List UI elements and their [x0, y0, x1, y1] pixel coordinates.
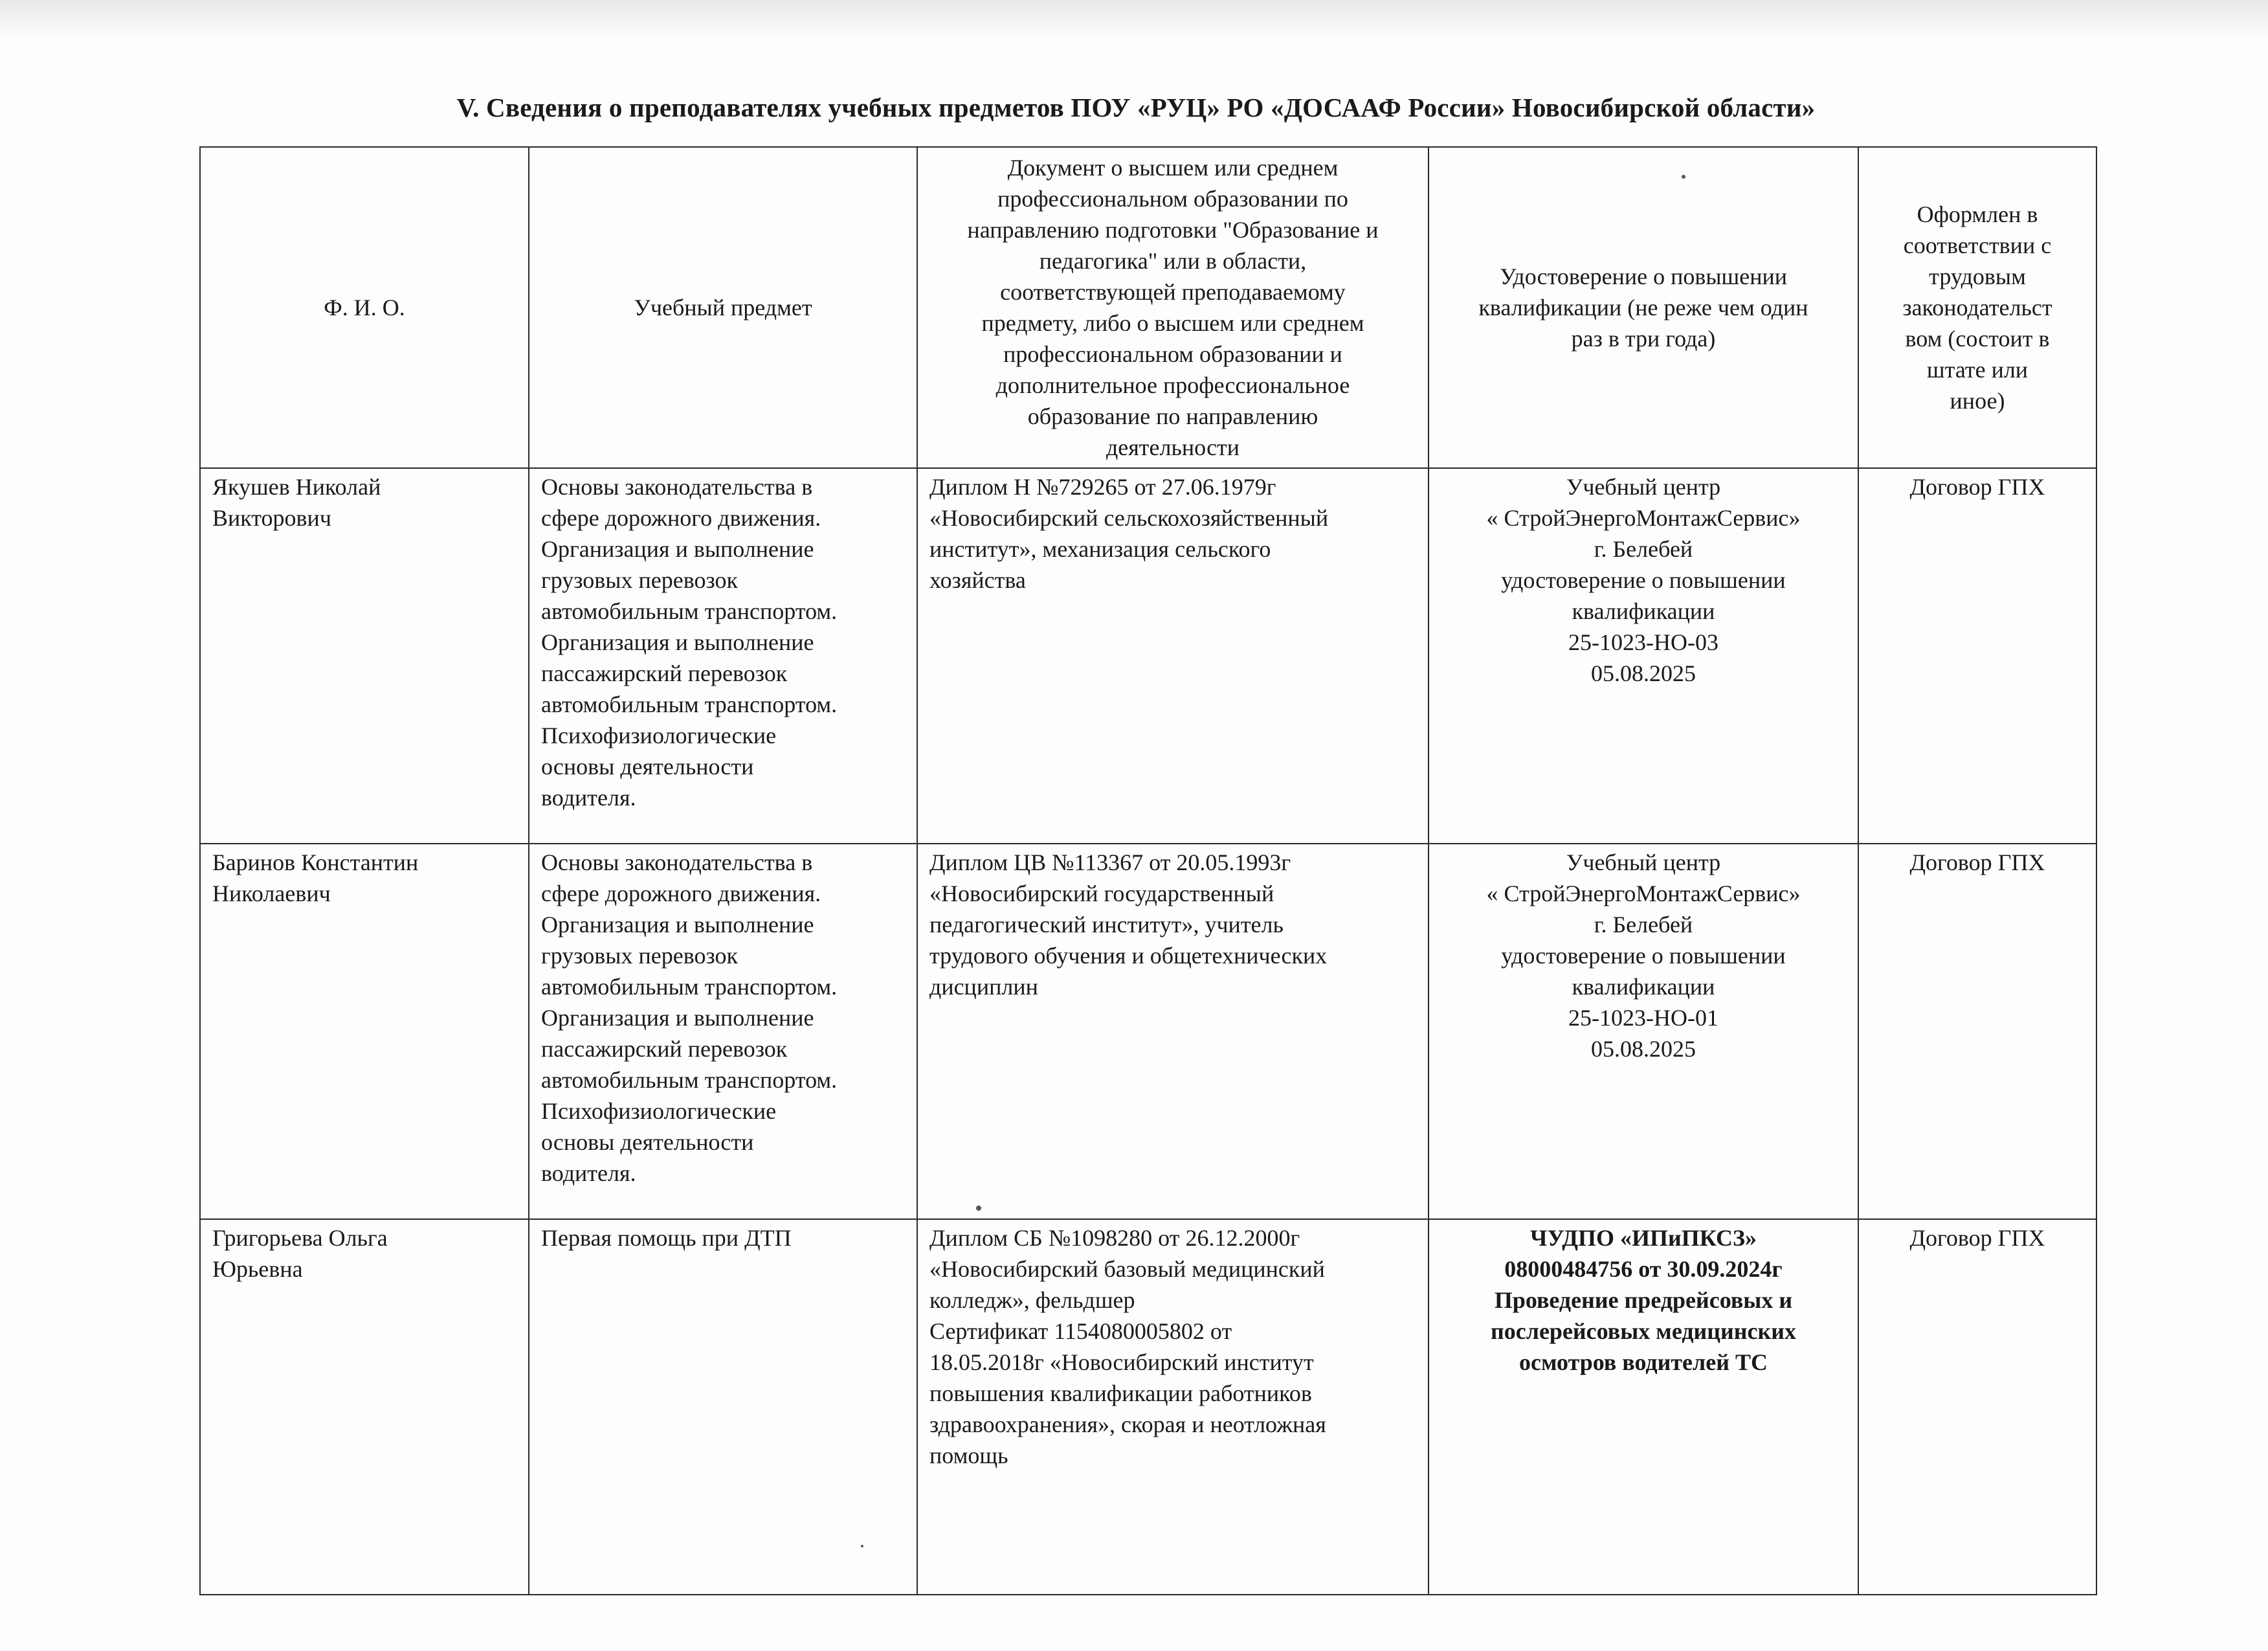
scan-speck	[1682, 175, 1685, 179]
teacher-education: Диплом ЦВ №113367 от 20.05.1993г «Новосибирский государственный педагогический институт», учитель трудового обучения и общетехнических дисциплин	[917, 844, 1429, 1219]
teacher-name: Якушев Николай Викторович	[200, 468, 529, 844]
teacher-subject: Основы законодательства в сфере дорожного движения. Организация и выполнение грузовых перевозок автомобильным транспортом. Организация и выполнение пассажирский перевозок автомобильным транспортом. Психофизиологические основы деятельности водителя.	[529, 468, 917, 844]
teacher-employment: Договор ГПХ	[1858, 844, 2096, 1219]
scan-shadow	[0, 0, 2268, 39]
table-row	[200, 1219, 2096, 1595]
teacher-subject: Основы законодательства в сфере дорожного движения. Организация и выполнение грузовых перевозок автомобильным транспортом. Организация и выполнение пассажирский перевозок автомобильным транспортом. Психофизиологические основы деятельности водителя.	[529, 844, 917, 1219]
table-header-row	[200, 147, 2096, 468]
header-qualification-certificate: Удостоверение о повышении квалификации (не реже чем один раз в три года)	[1429, 147, 1858, 468]
header-education-document: Документ о высшем или среднем профессиональном образовании по направлению подготовки "Образование и педагогика" или в области, соответствующей преподаваемому предмету, либо о высшем или среднем профессиональном образовании и дополнительное профессиональное образование по направлению деятельности	[917, 147, 1429, 468]
teacher-employment: Договор ГПХ	[1858, 1219, 2096, 1595]
scan-speck	[976, 1206, 981, 1211]
table-row	[200, 468, 2096, 844]
teacher-certificate: ЧУДПО «ИПиПКСЗ» 08000484756 от 30.09.2024г Проведение предрейсовых и послерейсовых медицинских осмотров водителей ТС	[1429, 1219, 1858, 1595]
document-title: V. Сведения о преподавателях учебных предметов ПОУ «РУЦ» РО «ДОСААФ России» Новосибирской области»	[456, 93, 1816, 122]
teacher-certificate: Учебный центр « СтройЭнергоМонтажСервис» г. Белебей удостоверение о повышении квалификации 25-1023-НО-03 05.08.2025	[1429, 468, 1858, 844]
teachers-table	[199, 146, 2097, 1595]
teacher-employment: Договор ГПХ	[1858, 468, 2096, 844]
teacher-education: Диплом Н №729265 от 27.06.1979г «Новосибирский сельскохозяйственный институт», механизация сельского хозяйства	[917, 468, 1429, 844]
teacher-name: Баринов Константин Николаевич	[200, 844, 529, 1219]
teacher-certificate: Учебный центр « СтройЭнергоМонтажСервис» г. Белебей удостоверение о повышении квалификации 25-1023-НО-01 05.08.2025	[1429, 844, 1858, 1219]
header-name: Ф. И. О.	[200, 147, 529, 468]
header-employment: Оформлен в соответствии с трудовым законодательст вом (состоит в штате или иное)	[1858, 147, 2096, 468]
table-row	[200, 844, 2096, 1219]
teacher-name: Григорьева Ольга Юрьевна	[200, 1219, 529, 1595]
scan-speck	[861, 1545, 863, 1547]
teacher-education: Диплом СБ №1098280 от 26.12.2000г «Новосибирский базовый медицинский колледж», фельдшер Сертификат 1154080005802 от 18.05.2018г «Новосибирский институт повышения квалификации работников здравоохранения», скорая и неотложная помощь	[917, 1219, 1429, 1595]
teacher-subject: Первая помощь при ДТП	[529, 1219, 917, 1595]
header-subject: Учебный предмет	[529, 147, 917, 468]
